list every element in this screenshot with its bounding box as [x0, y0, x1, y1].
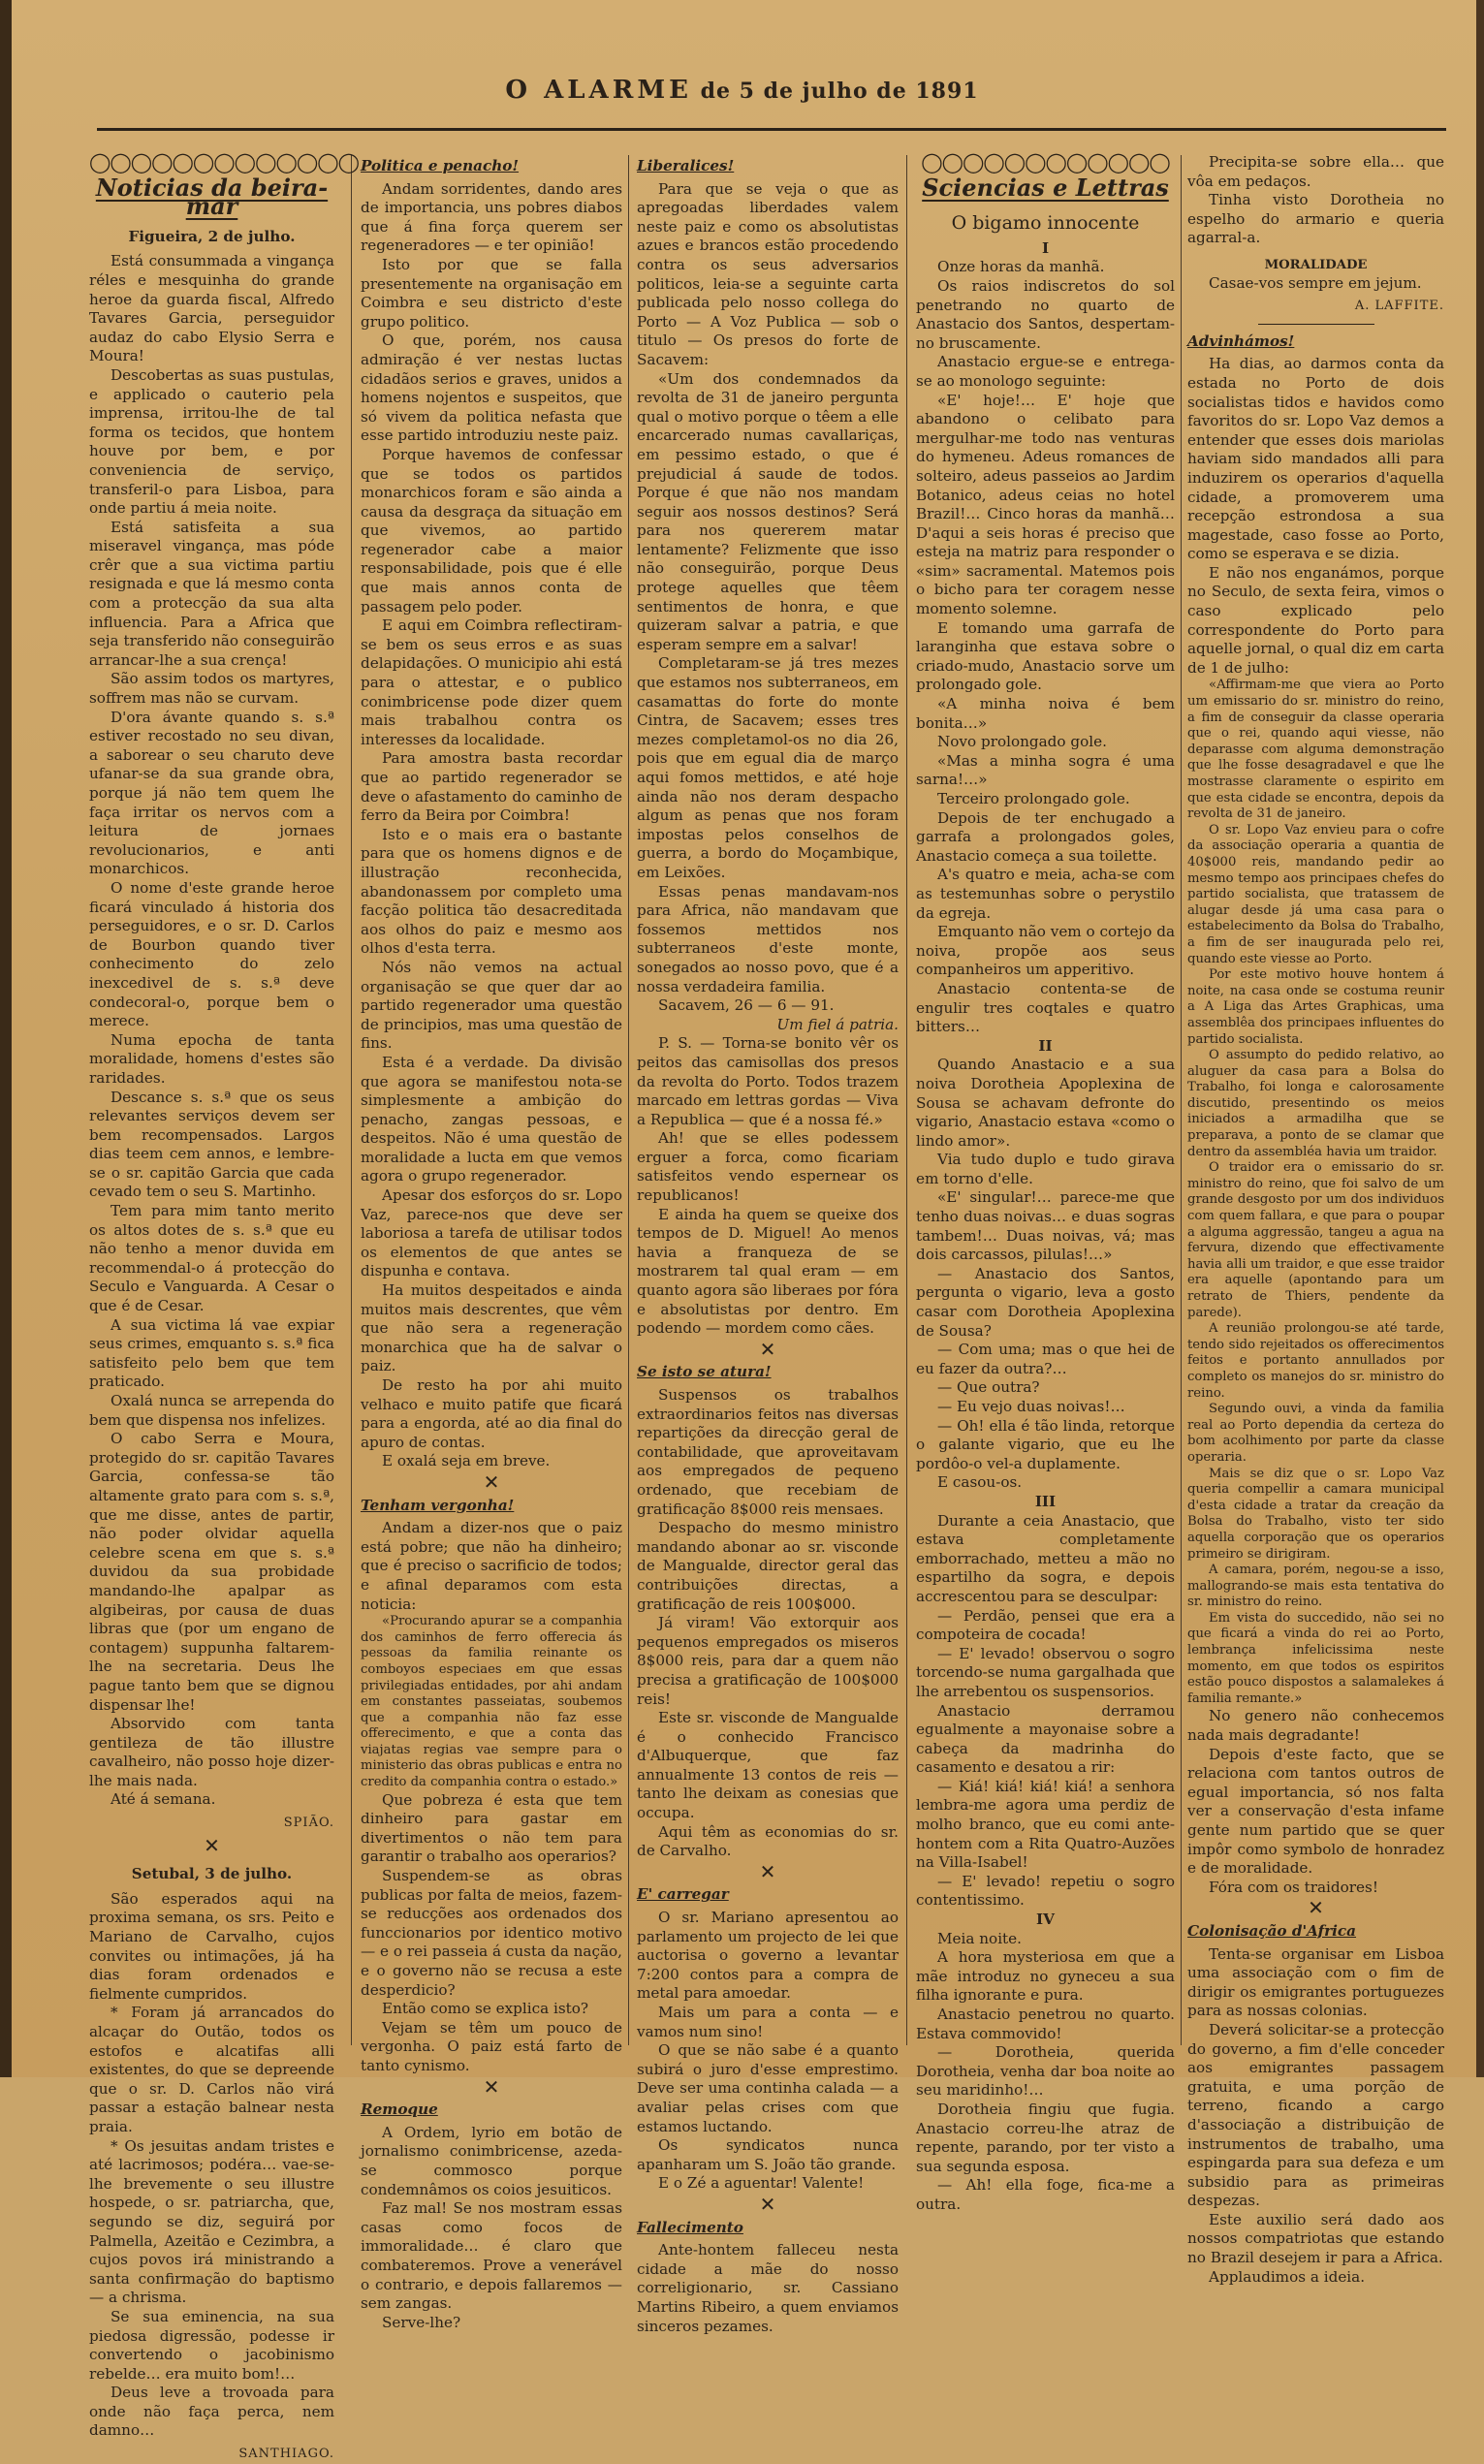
- paragraph: E o Zé a aguentar! Valente!: [658, 2174, 865, 2193]
- paragraph: Durante a ceia Anastacio, que estava completamente emborrachado, metteu a mão no espartilho da sogra, e depois accrescentou para se desculpar:: [916, 1511, 1175, 1605]
- letter-signature: Um fiel á patria.: [776, 1015, 899, 1033]
- story-body: [1187, 153, 1444, 248]
- article-body: [361, 1519, 622, 1614]
- paragraph: Deverá solicitar-se a protecção do governo, a fim d'elle conceder aos emigrantes passagem gratuita, e uma porção de terreno, ficando a cargo d'associação a distribuição de instrumentos de trabalho, uma espingarda para sua defeza e um subsidio para as primeiras despezas.: [1187, 2020, 1444, 2210]
- paragraph: Mais se diz que o sr. Lopo Vaz queria compellir a camara municipal d'esta cidade a tratar da creação da Bolsa do Trabalho, visto ter sido aquella corporação que os operarios primeiro se dirigiram.: [1187, 1466, 1444, 1562]
- paragraph: O que se não sabe é a quanto subirá o juro d'esse emprestimo. Deve ser uma continha calada — a avaliar pelas crises com que estamos luctando.: [637, 2041, 899, 2135]
- paragraph: Está consummada a vingança réles e mesquinha do grande heroe da guarda fiscal, Alfredo Tavares Garcia, perseguidor audaz do cabo Elysio Serra e Moura!: [89, 252, 334, 365]
- paragraph: No genero não conhecemos nada mais degradante!: [1187, 1707, 1444, 1745]
- paragraph: Essas penas mandavam-nos para Africa, não mandavam que fossemos mettidos nos subterraneos d'este monte, sonegados ao nosso povo, que é a nossa verdadeira familia.: [637, 882, 899, 995]
- quoted-notice: «Procurando apurar se a companhia dos caminhos de ferro offerecia ás pessoas da familia reinante os comboyos especiaes em que essas privilegiadas entidades, por ahi andam em constantes passeiatas, soubemos que a companhia não faz esse offerecimento, e que a conta das viajatas regias vae sempre para o ministerio das obras publicas e entra no credito da companhia contra o estado.»: [361, 1614, 622, 1790]
- chapter-number: IV: [1036, 1911, 1055, 1929]
- paragraph: Absorvido com tanta gentileza de tão illustre cavalheiro, não posso hoje dizer-lhe mais nada.: [89, 1715, 334, 1789]
- paragraph: Descance s. s.ª que os seus relevantes serviços devem ser bem recompensados. Largos dias teem cem annos, e lembre-se o sr. capitão Garcia que cada cevado tem o seu S. Martinho.: [89, 1088, 334, 1201]
- paragraph: São assim todos os martyres, soffrem mas não se curvam.: [89, 670, 334, 708]
- column-separator: [1181, 155, 1182, 2045]
- paragraph: Os raios indiscretos do sol penetrando no quarto de Anastacio dos Santos, despertam-no bruscamente.: [916, 276, 1175, 352]
- paragraph: Ah! que se elles podessem erguer a forca, como ficariam satisfeitos vendo espernear os republicanos!: [637, 1129, 899, 1205]
- paragraph: Aqui têm as economias do sr. de Carvalho.: [637, 1822, 899, 1860]
- moral-text: Casae-vos sempre em jejum.: [1209, 273, 1422, 292]
- paragraph: Porque havemos de confessar que se todos os partidos monarchicos foram e são ainda a causa da desgraça da situação em que vivemos, ao partido regenerador cabe a maior responsabilidade, pois que é elle que mais annos conta de passagem pelo poder.: [361, 445, 622, 616]
- paragraph: Numa epocha de tanta moralidade, homens d'estes são raridades.: [89, 1030, 334, 1087]
- paragraph: A's quatro e meia, acha-se com as testemunhas sobre o perystilo da egreja.: [916, 866, 1175, 922]
- paragraph: A sua victima lá vae expiar seus crimes, emquanto s. s.ª fica satisfeito pelo bem que tem praticado.: [89, 1315, 334, 1391]
- cross-divider-icon: ✕: [759, 1337, 776, 1361]
- paragraph: O cabo Serra e Moura, protegido do sr. capitão Tavares Garcia, confessa-se tão altamente grato para com s. s.ª, que me disse, antes de partir, não poder olvidar aquella celebre scena em que s. s.ª duvidou da sua probidade mandando-lhe apalpar as algibeiras, por causa de duas libras que (por um engano de contagem) suppunha faltarem-lhe na secretaria. Deus lhe pague tanto bem que se dignou dispensar lhe!: [89, 1430, 334, 1714]
- page-edge-left: [0, 0, 12, 2077]
- paragraph: — Ah! ella foge, fica-me a outra.: [916, 2176, 1175, 2213]
- divider-rule: [1258, 324, 1374, 325]
- paragraph: Depois d'este facto, que se relaciona com tantos outros de egual importancia, só nos falta ver a conservação d'esta infame gente num partido que se quer impôr como symbolo de honradez e de moralidade.: [1187, 1745, 1444, 1878]
- paragraph: A camara, porém, negou-se a isso, mallogrando-se mais esta tentativa do sr. ministro do reino.: [1187, 1563, 1444, 1610]
- paragraph: A hora mysteriosa em que a mãe introduz no gyneceu a sua filha ignorante e pura.: [916, 1948, 1175, 2005]
- column-4: [916, 150, 1175, 2213]
- paragraph: Mais um para a conta — e vamos num sino!: [637, 2004, 899, 2040]
- paragraph: «A minha noiva é bem bonita…»: [916, 695, 1175, 732]
- signature: SANTHIAGO.: [238, 2447, 334, 2462]
- paragraph: Andam a dizer-nos que o paiz está pobre; que não ha dinheiro; que é preciso o sacrificio de todos; e afinal deparamos com esta noticia:: [361, 1519, 622, 1613]
- paragraph: — Anastacio dos Santos, pergunta o vigario, leva a gosto casar com Dorotheia Apoplexina de Sousa?: [916, 1264, 1175, 1340]
- article-heading: Colonisação d'Africa: [1187, 1921, 1357, 1940]
- article-body: [1187, 1945, 1444, 2288]
- paragraph: Applaudimos a ideia.: [1209, 2267, 1366, 2286]
- paragraph: — Oh! ella é tão linda, retorque o galante vigario, que eu lhe pordôo-o vel-a duplamente.: [916, 1416, 1175, 1472]
- paragraph: Já viram! Vão extorquir aos pequenos empregados os miseros 8$000 reis, para dar a quem não precisa a gratificação de 100$000 reis!: [637, 1614, 899, 1708]
- story-body: [916, 1930, 1175, 2215]
- paragraph: Tem para mim tanto merito os altos dotes de s. s.ª que eu não tenho a menor duvida em recommendal-o á protecção do Seculo e Vanguarda. A Cesar o que é de Cesar.: [89, 1202, 334, 1315]
- paragraph: Fóra com os traidores!: [1209, 1878, 1378, 1896]
- article-body: [637, 180, 899, 997]
- paragraph: Via tudo duplo e tudo girava em torno d'elle.: [916, 1151, 1175, 1187]
- paragraph: O traidor era o emissario do sr. ministro do reino, que foi salvo de um grande desgosto por um dos individuos com quem fallara, e que para o poupar a alguma aggressão, tangeu a agua na fervura, dizendo que effectivamente havia alli um traidor, e que esse traidor era aquelle (apontando para um retrato de Thiers, pendente da parede).: [1187, 1160, 1444, 1320]
- paragraph: * Foram já arrancados do alcaçar do Outão, todos os estofos e alcatifas alli existentes, do que se depreende que o sr. D. Carlos não virá passar a estação balnear nesta praia.: [89, 2004, 334, 2135]
- paragraph: E aqui em Coimbra reflectiram-se bem os seus erros e as suas delapidações. O municipio ahi está para o attestar, e o publico conimbricense pode dizer quem mais trabalhou contra os interesses da localidade.: [361, 616, 622, 748]
- masthead-date: de 5 de julho de 1891: [700, 79, 979, 104]
- paragraph: — Com uma; mas o que hei de eu fazer da outra?…: [916, 1341, 1175, 1377]
- chapter-number: II: [1038, 1036, 1053, 1055]
- column-3: [637, 153, 899, 2335]
- column-separator: [351, 155, 352, 2045]
- column-separator: [906, 155, 907, 2045]
- paragraph: Emquanto não vem o cortejo da noiva, propõe aos seus companheiros um apperitivo.: [916, 923, 1175, 979]
- article-heading: Politica e penacho!: [361, 157, 520, 174]
- paragraph: A reunião prolongou-se até tarde, tendo sido rejeitados os offerecimentos feitos e portanto annullados por completo os manejos do sr. ministro do reino.: [1187, 1321, 1444, 1401]
- paragraph: «E' singular!… parece-me que tenho duas noivas… e duas sogras tambem!… Duas noivas, vá; mas dois carcassos, pilulas!…»: [916, 1188, 1175, 1264]
- paragraph: Que pobreza é esta que tem dinheiro para gastar em divertimentos o não tem para garantir o trabalho aos operarios?: [361, 1790, 622, 1866]
- paragraph: E casou-os.: [937, 1473, 1023, 1492]
- paragraph: «Mas a minha sogra é uma sarna!…»: [916, 751, 1175, 789]
- paragraph: Quando Anastacio e a sua noiva Dorotheia Apoplexina de Sousa se achavam defronte do vigario, Anastacio estava «como o lindo amor».: [916, 1056, 1175, 1150]
- paragraph: Ante-hontem falleceu nesta cidade a mãe do nosso correligionario, sr. Cassiano Martins Ribeiro, a quem enviamos sinceros pezames.: [637, 2241, 899, 2335]
- paragraph: Serve-lhe?: [382, 2313, 461, 2331]
- paragraph: Anastacio ergue-se e entrega-se ao monologo seguinte:: [916, 353, 1175, 390]
- paragraph: Isto por que se falla presentemente na organisação em Coimbra e seu districto d'este grupo politico.: [361, 255, 622, 331]
- chapter-number: I: [1041, 238, 1050, 257]
- cross-divider-icon: ✕: [483, 1469, 500, 1494]
- paragraph: — Eu vejo duas noivas!…: [937, 1398, 1125, 1415]
- column-5: [1187, 153, 1444, 2286]
- paragraph: — E' levado! observou o sogro torcendo-se numa gargalhada que lhe arrebentou os suspensorios.: [916, 1644, 1175, 1700]
- cross-divider-icon: ✕: [483, 2074, 500, 2099]
- dateline: Setubal, 3 de julho.: [131, 1865, 293, 1883]
- paragraph: A Ordem, lyrio em botão de jornalismo conimbricense, azeda-se commosco porque condemnâmos os coios jesuiticos.: [361, 2123, 622, 2198]
- paragraph: Deus leve a trovoada para onde não faça perca, nem damno…: [89, 2384, 334, 2440]
- paragraph: Segundo ouvi, a vinda da familia real ao Porto dependia da certeza do bom acolhimento por parte da classe operaria.: [1187, 1402, 1444, 1465]
- paragraph: «Affirmam-me que viera ao Porto um emissario do sr. ministro do reino, a fim de conseguir da classe operaria que o rei, quando aqui viesse, não deparasse com alguma demonstração que lhe fosse desagradavel e que lhe mostrasse claramente o espirito em que esta cidade se encontra, depois da revolta de 31 de janeiro.: [1187, 678, 1444, 822]
- paragraph: E ainda ha quem se queixe dos tempos de D. Miguel! Ao menos havia a franqueza de se mostrarem tal qual eram — em quanto agora são liberaes por fóra e absolutistas por dentro. Em podendo — mordem como cães.: [637, 1205, 899, 1338]
- cross-divider-icon: ✕: [759, 1859, 776, 1883]
- masthead: [0, 76, 1484, 105]
- article-heading: Advinhámos!: [1187, 332, 1295, 350]
- paragraph: Despacho do mesmo ministro mandando abonar ao sr. visconde de Mangualde, director geral das contribuições directas, a gratificação de reis 100$000.: [637, 1519, 899, 1613]
- quoted-correspondence: [1187, 678, 1444, 1707]
- article-body: [361, 2124, 622, 2333]
- paragraph: Está satisfeita a sua miseravel vingança, mas póde crêr que a sua victima partiu resignada e que lá mesmo conta com a protecção da sua alta influencia. Para a Africa que seja transferido não conseguirão arrancar-lhe a sua crença!: [89, 518, 334, 669]
- paragraph: Se sua eminencia, na sua piedosa digressão, podesse ir convertendo o jacobinismo rebelde… era muito bom!…: [89, 2307, 334, 2383]
- article-body: [637, 2241, 899, 2336]
- paragraph: — Perdão, pensei que era a compoteira de cocada!: [916, 1606, 1175, 1644]
- article-heading: E' carregar: [637, 1885, 729, 1904]
- paragraph: O sr. Mariano apresentou ao parlamento um projecto de lei que auctorisa o governo a levantar 7:200 contos para a compra de metal para amoedar.: [637, 1909, 899, 2003]
- paragraph: — Que outra?: [937, 1378, 1040, 1397]
- paragraph: Os syndicatos nunca apanharam um S. João tão grande.: [637, 2136, 899, 2173]
- story-body: [916, 1512, 1175, 1911]
- paragraph: E oxalá seja em breve.: [382, 1452, 551, 1470]
- paragraph: Isto e o mais era o bastante para que os homens dignos e de illustração reconhecida, abandonassem por completo uma facção politica tão desacreditada aos olhos do paiz e mesmo aos olhos d'esta terra.: [361, 825, 622, 958]
- paragraph: Anastacio contenta-se de engulir tres coqtales e quatro bitters…: [916, 979, 1175, 1036]
- paragraph: Nós não vemos na actual organisação se que quer dar ao partido regenerador uma questão de principios, mas uma questão de fins.: [361, 958, 622, 1053]
- paragraph: Andam sorridentes, dando ares de importancia, uns pobres diabos que á fina força querem ser regeneradores — e ter opinião!: [361, 179, 622, 255]
- letter-place: Sacavem, 26 — 6 — 91.: [658, 996, 835, 1015]
- paragraph: Vejam se têm um pouco de vergonha. O paiz está farto de tanto cynismo.: [361, 2018, 622, 2074]
- article-body: [89, 252, 334, 1810]
- paragraph: São esperados aqui na proxima semana, os srs. Peito e Mariano de Carvalho, cujos convites ou intimações, já ha dias foram ordenados e fielmente cumpridos.: [89, 1889, 334, 2003]
- article-heading: Se isto se atura!: [637, 1363, 772, 1381]
- paragraph: «E' hoje!… E' hoje que abandono o celibato para mergulhar-me todo nas venturas do hymeneu. Adeus romances de solteiro, adeus passeios ao Jardim Botanico, adeus ceias no hotel Brazil!… Cinco horas da manhã… D'aqui a seis horas é preciso que esteja na matriz para responder o «sim» sacramental. Matemos pois o bicho para ter coragem nesse momento solemne.: [916, 391, 1175, 618]
- paragraph: Novo prolongado gole.: [937, 733, 1107, 751]
- cross-divider-icon: ✕: [204, 1833, 220, 1857]
- dateline: Figueira, 2 de julho.: [128, 227, 296, 245]
- paragraph: Este sr. visconde de Mangualde é o conhecido Francisco d'Albuquerque, que faz annualmente 13 contos de reis — tanto lhe deixam as conesias que occupa.: [637, 1709, 899, 1822]
- story-body: [916, 1056, 1175, 1493]
- section-title: Sciencias e Lettras: [922, 173, 1169, 202]
- page-edge-right: [1476, 0, 1484, 2077]
- story-title: O bigamo innocente: [951, 212, 1140, 235]
- paragraph: D'ora ávante quando s. s.ª estiver recostado no seu divan, a saborear o seu charuto deve ufanar-se da sua grande obra, porque já não tem quem lhe faça irritar os nervos com a leitura de jornaes revolucionarios, e anti monarchicos.: [89, 708, 334, 878]
- paragraph: — Kiá! kiá! kiá! kiá! a senhora lembra-me agora uma perdiz de molho branco, que eu comi ante-hontem com a Rita Quatro-Auzões na Villa-Isabel!: [916, 1777, 1175, 1872]
- paragraph: De resto ha por ahi muito velhaco e muito patife que ficará para a engorda, até ao dia final do apuro de contas.: [361, 1376, 622, 1451]
- signature: SPIÃO.: [283, 1816, 334, 1831]
- column-1: [89, 150, 359, 2462]
- cross-divider-icon: ✕: [759, 2192, 776, 2216]
- paragraph: P. S. — Torna-se bonito vêr os peitos das camisollas dos presos da revolta do Porto. Todos trazem marcado em lettras gordas — Viva a Republica — que é a nossa fé.»: [637, 1034, 899, 1128]
- article-heading: Fallecimento: [637, 2218, 743, 2236]
- article-body: [637, 1386, 899, 1861]
- article-body: [361, 1791, 622, 2076]
- article-body: [1187, 1707, 1444, 1897]
- paragraph: Por este motivo houve hontem á noite, na casa onde se costuma reunir a A Liga das Artes Graphicas, uma assemblêa dos principaes influentes do partido socialista.: [1187, 967, 1444, 1047]
- paragraph: Esta é a verdade. Da divisão que agora se manifestou nota-se simplesmente a ambição do penacho, zangas pessoas, e despeitos. Não é uma questão de moralidade a lucta em que vemos agora o grupo regenerador.: [361, 1053, 622, 1185]
- story-body: [916, 258, 1175, 1036]
- paragraph: Anastacio derramou egualmente a mayonaise sobre a cabeça da madrinha do casamento e desatou a rir:: [916, 1701, 1175, 1777]
- paragraph: O que, porém, nos causa admiração é ver nestas luctas cidadãos serios e graves, unidos a homens nojentos e suspeitos, que só vivem da politica nefasta que esse partido introduziu neste paiz.: [361, 332, 622, 445]
- chapter-number: III: [1034, 1492, 1057, 1510]
- paragraph: Meia noite.: [937, 1929, 1022, 1947]
- paragraph: Descobertas as suas pustulas, e applicado o cauterio pela imprensa, irritou-lhe de tal forma os tecidos, que hontem houve por bem, e por conveniencia de serviço, transferil-o para Lisboa, para onde partiu á meia noite.: [89, 365, 335, 518]
- article-body: [89, 1890, 334, 2441]
- article-body: [1187, 355, 1444, 678]
- paragraph: Este auxilio será dado aos nossos compatriotas que estando no Brazil desejem ir para a Africa.: [1187, 2210, 1444, 2267]
- paragraph: Suspendem-se as obras publicas por falta de meios, fazem-se reducções aos ordenados dos funccionarios por identico motivo — e o rei passeia á custa da nação, e o governo não se recusa a este desperdicio?: [361, 1867, 622, 1999]
- paragraph: O assumpto do pedido relativo, ao aluguer da casa para a Bolsa do Trabalho, foi longa e calorosamente discutido, presentindo os meios iniciados a armadilha que se preparava, a ponto de se clamar que dentro da assembléa havia um traidor.: [1187, 1048, 1444, 1159]
- paragraph: O nome d'este grande heroe ficará vinculado á historia dos perseguidores, e o sr. D. Carlos de Bourbon quando tiver conhecimento do zelo inexcedivel de s. s.ª deve condecoral-o, porque bem o merece.: [89, 878, 334, 1030]
- paragraph: Ha muitos despeitados e ainda muitos mais descrentes, que vêm que não sera a regeneração monarchica que ha de salvar o paiz.: [361, 1281, 622, 1375]
- paragraph: Suspensos os trabalhos extraordinarios feitos nas diversas repartições da direcção geral de contabilidade, que aproveitavam aos empregados de pequeno ordenado, que recebiam de gratificação 8$000 reis mensaes.: [637, 1386, 899, 1518]
- masthead-rule: [97, 128, 1446, 131]
- paragraph: O sr. Lopo Vaz envieu para o cofre da associação operaria a quantia de 40$000 reis, mandando pedir ao mesmo tempo aos principaes chefes do partido socialista, que tratassem de alugar desde já uma casa para o estabelecimento da Bolsa do Trabalho, a fim de ser inaugurada pelo rei, quando este viesse ao Porto.: [1187, 822, 1444, 966]
- paragraph: «Um dos condemnados da revolta de 31 de janeiro pergunta qual o motivo porque o têem a elle encarcerado numas cavallariças, em pessimo estado, o que é prejudicial á saude de todos. Porque é que não nos mandam seguir aos nossos destinos? Será para nos quererem matar lentamente? Felizmente que isso não conseguirão, porque Deus protege aquelles que têem sentimentos de honra, e que quizeram salvar a patria, e que esperam sempre em a salvar!: [637, 369, 899, 653]
- article-body: [637, 1034, 899, 1339]
- paragraph: Até á semana.: [111, 1790, 216, 1809]
- article-body: [361, 180, 622, 1471]
- paragraph: Anastacio penetrou no quarto. Estava commovido!: [916, 2006, 1175, 2042]
- cross-divider-icon: ✕: [1308, 1896, 1324, 1920]
- masthead-title: O ALARME: [505, 76, 692, 105]
- paragraph: — E' levado! repetiu o sogro contentissimo.: [916, 1872, 1175, 1910]
- article-body: [637, 1909, 899, 2194]
- paragraph: Tinha visto Dorotheia no espelho do armario e queria agarral-a.: [1187, 191, 1444, 247]
- signature: A. LAFFITE.: [1354, 299, 1444, 314]
- paragraph: * Os jesuitas andam tristes e até lacrimosos; podéra… vae-se-lhe brevemente o seu illustre hospede, o sr. patriarcha, que, segundo se diz, seguirá por Palmella, Azeitão e Cezimbra, a cujos povos irá ministrando a santa confirmação do baptismo — a chrisma.: [89, 2136, 334, 2307]
- paragraph: — Dorotheia, querida Dorotheia, venha dar boa noite ao seu maridinho!…: [916, 2043, 1175, 2100]
- paragraph: Em vista do succedido, não sei no que ficará a vinda do rei ao Porto, lembrança infelicissima neste momento, em que todos os espiritos estão pouco dispostos a salamalekes á familia remante.»: [1187, 1610, 1444, 1706]
- paragraph: Depois de ter enchugado a garrafa a prolongados goles, Anastacio começa a sua toilette.: [916, 808, 1175, 865]
- column-2: [361, 153, 622, 2331]
- ornament-border: ◯◯◯◯◯◯◯◯◯◯◯◯: [921, 150, 1170, 174]
- paragraph: Onze horas da manhã.: [937, 258, 1105, 276]
- paragraph: Tenta-se organisar em Lisboa uma associação com o fim de dirigir os emigrantes portuguezes para as nossas colonias.: [1187, 1944, 1444, 2020]
- column-separator: [628, 155, 629, 2045]
- paragraph: Então como se explica isto?: [382, 2000, 589, 2018]
- paragraph: Ha dias, ao darmos conta da estada no Porto de dois socialistas tidos e havidos como favoritos do sr. Lopo Vaz demos a entender que esses dois mariolas haviam sido mandados alli para induzirem os operarios d'aquella cidade, a promoverem uma recepção estrondosa a sua magestade, caso fosse ao Porto, como se esperava e se dizia.: [1187, 355, 1444, 563]
- paragraph: Apesar dos esforços do sr. Lopo Vaz, parece-nos que deve ser laboriosa a tarefa de utilisar todos os elementos de que antes se dispunha e contava.: [361, 1186, 622, 1280]
- article-heading: Tenham vergonha!: [361, 1496, 515, 1514]
- paragraph: Completaram-se já tres mezes que estamos nos subterraneos, em casamattas do forte do monte Cintra, de Sacavem; esses tres mezes completamol-os no dia 26, pois que em egual dia de março aqui fomos mettidos, e até hoje ainda não nos deram despacho algum as penas que nos foram impostas pelos conselhos de guerra, a bordo do Moçambique, em Leixões.: [637, 654, 899, 881]
- paragraph: Para amostra basta recordar que ao partido regenerador se deve o afastamento do caminho de ferro da Beira por Coimbra!: [361, 749, 622, 825]
- paragraph: E não nos enganámos, porque no Seculo, de sexta feira, vimos o caso explicado pelo correspondente do Porto para aquelle jornal, o qual diz em carta de 1 de julho:: [1187, 563, 1444, 677]
- article-heading: Remoque: [361, 2101, 438, 2119]
- moral-label: MORALIDADE: [1264, 257, 1368, 272]
- paragraph: Para que se veja o que as apregoadas liberdades valem neste paiz e como os absolutistas azues e brancos estão procedendo contra os seus adversarios politicos, leia-se a seguinte carta publicada pelo nosso collega do Porto — A Voz Publica — sob o titulo — Os presos do forte de Sacavem:: [637, 179, 899, 368]
- paragraph: Oxalá nunca se arrependa do bem que dispensa nos infelizes.: [89, 1392, 334, 1429]
- section-title: Noticias da beira-mar: [95, 173, 329, 221]
- article-heading: Liberalices!: [637, 157, 735, 174]
- paragraph: Precipita-se sobre ella… que vôa em pedaços.: [1187, 153, 1444, 190]
- paragraph: Terceiro prolongado gole.: [937, 790, 1130, 807]
- paragraph: Dorotheia fingiu que fugia. Anastacio correu-lhe atraz de repente, parando, por ter visto a sua segunda esposa.: [916, 2100, 1175, 2175]
- paragraph: E tomando uma garrafa de laranginha que estava sobre o criado-mudo, Anastacio sorve um prolongado gole.: [916, 618, 1175, 694]
- paragraph: Faz mal! Se nos mostram essas casas como focos de immoralidade… é claro que combateremos. Prove a venerável o contrario, e depois fallaremos — sem zangas.: [361, 2199, 622, 2313]
- ornament-border: ◯◯◯◯◯◯◯◯◯◯◯◯◯: [89, 150, 359, 174]
